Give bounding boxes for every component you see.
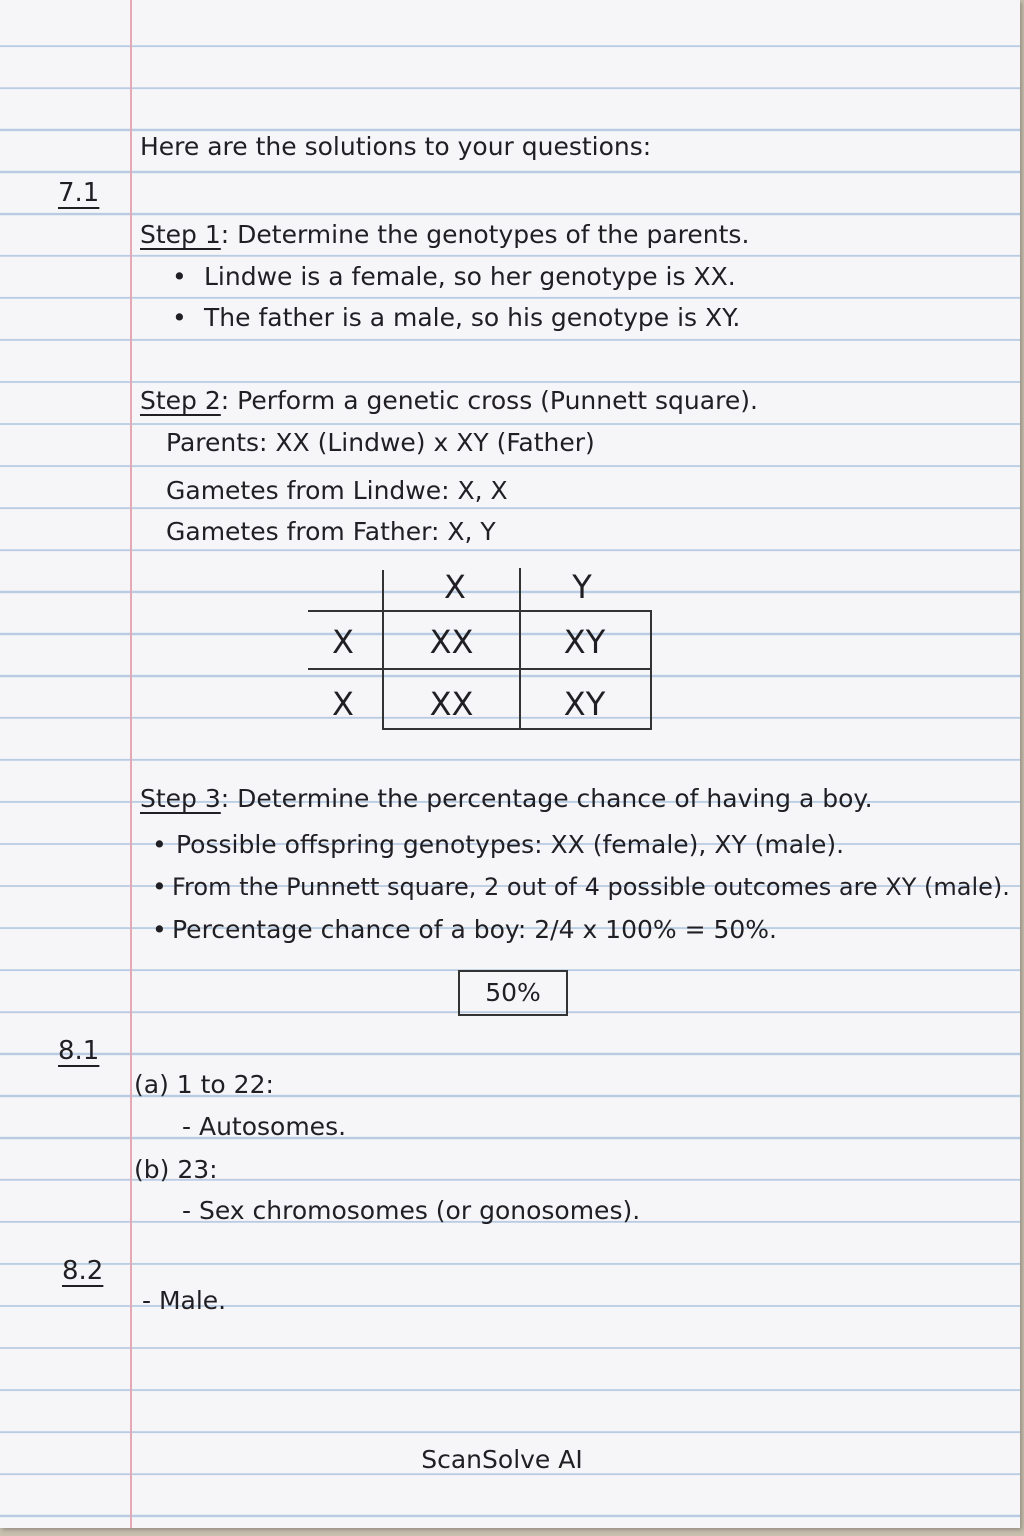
question-number-8-1: 8.1 [58, 1036, 100, 1066]
fraction: 2/4 [534, 915, 575, 944]
punnett-header-divider [382, 570, 384, 610]
question-number-7-1: 7.1 [58, 178, 100, 208]
punnett-col-header-2: Y [572, 568, 592, 606]
bullet-dot: • [152, 872, 167, 901]
q81-part-b-answer: - Sex chromosomes (or gonosomes). [182, 1196, 641, 1225]
step3-bullet-2: From the Punnett square, 2 out of 4 possible outcomes are XY (male). [172, 873, 1010, 901]
footer-watermark: ScanSolve AI [421, 1445, 583, 1474]
answer-box: 50% [458, 970, 568, 1016]
step2-label: Step 2 [140, 386, 221, 415]
step1-label: Step 1 [140, 220, 221, 249]
punnett-row-divider [308, 668, 383, 670]
punnett-grid-divider [382, 668, 650, 670]
parents-line: Parents: XX (Lindwe) x XY (Father) [166, 428, 595, 457]
step3-bullet-1: Possible offspring genotypes: XX (female), XY (male). [176, 830, 845, 859]
punnett-row-header-2: X [332, 685, 354, 723]
punnett-cell: XY [563, 623, 606, 661]
step3-label: Step 3 [140, 784, 221, 813]
gametes-father-line: Gametes from Father: X, Y [166, 517, 496, 546]
bullet-dot: • [172, 262, 187, 291]
percentage-suffix: x 100% = 50%. [582, 915, 778, 944]
punnett-col-header-1: X [444, 568, 466, 606]
bullet-dot: • [152, 915, 167, 944]
step1-text: : Determine the genotypes of the parents. [220, 220, 750, 249]
step1-heading [140, 220, 749, 250]
punnett-cell: XY [563, 685, 606, 723]
q81-part-a-label: (a) 1 to 22: [134, 1070, 274, 1099]
step2-heading [140, 386, 758, 416]
step3-text: : Determine the percentage chance of having a boy. [220, 784, 873, 813]
bullet-dot: • [152, 830, 167, 859]
question-number-8-2: 8.2 [62, 1256, 104, 1286]
step2-text: : Perform a genetic cross (Punnett square). [220, 386, 758, 415]
step1-bullet-2: The father is a male, so his genotype is XY. [204, 303, 741, 332]
punnett-cell: XX [429, 623, 474, 661]
gametes-mother-line: Gametes from Lindwe: X, X [166, 476, 508, 505]
intro-text: Here are the solutions to your questions: [140, 132, 652, 161]
step1-bullet-1: Lindwe is a female, so her genotype is XX. [204, 262, 736, 291]
percentage-prefix: Percentage chance of a boy: [172, 915, 527, 944]
punnett-header-divider [519, 568, 521, 610]
punnett-row-divider [308, 610, 383, 612]
q81-part-a-answer: - Autosomes. [182, 1112, 347, 1141]
punnett-row-header-1: X [332, 623, 354, 661]
step3-heading [140, 784, 873, 814]
punnett-cell: XX [429, 685, 474, 723]
bullet-dot: • [172, 303, 187, 332]
q81-part-b-label: (b) 23: [134, 1155, 218, 1184]
q82-answer: - Male. [142, 1286, 227, 1315]
margin-line [130, 0, 132, 1528]
step3-bullet-3 [172, 915, 777, 945]
